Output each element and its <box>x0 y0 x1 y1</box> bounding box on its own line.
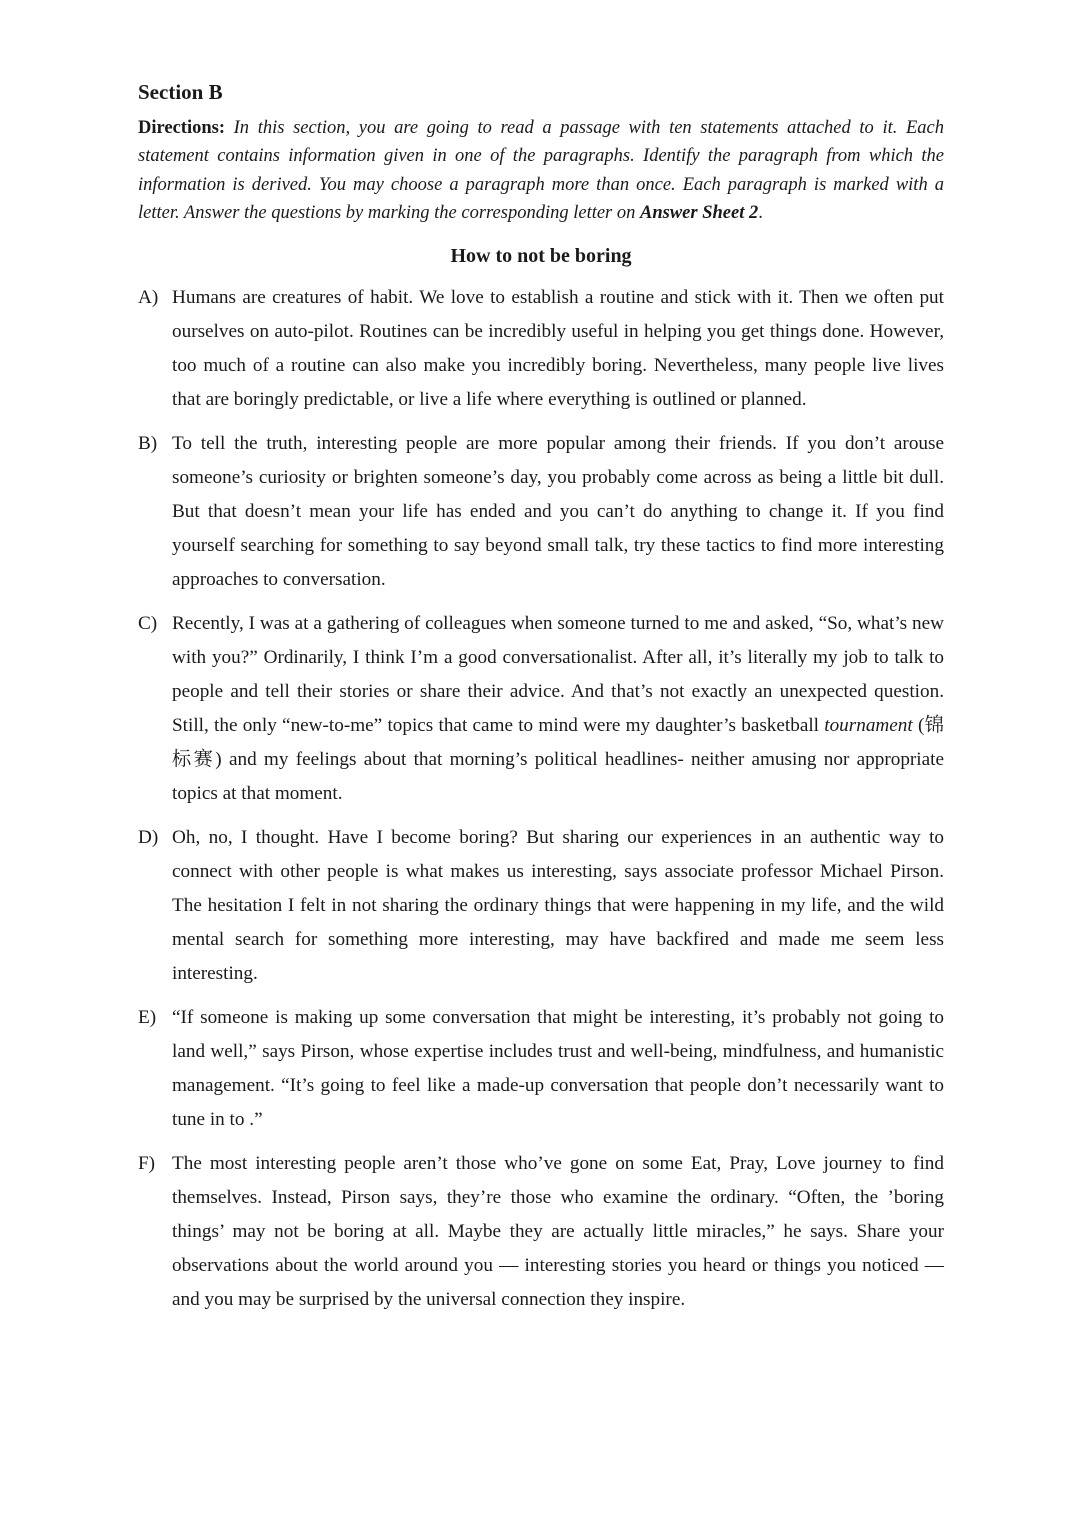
paragraph-text-continued: (锦标赛) and my feelings about that morning’s political headlines- neither amusing nor appropriate topics at that moment. <box>172 715 944 805</box>
passage-title: How to not be boring <box>450 245 632 268</box>
directions <box>138 114 944 227</box>
paragraph-letter: F) <box>138 1153 156 1175</box>
paragraph-text: Oh, no, I thought. Have I become boring? But sharing our experiences in an authentic way to connect with other people is what makes us interesting, says associate professor Michael Pirson. The hesitation I felt in not sharing the ordinary things that were happening in my life, and the wild mental search for something more interesting, may have backfired and made me seem less interesting. <box>172 827 944 985</box>
paragraph-letter: D) <box>138 827 159 849</box>
paragraph-text: The most interesting people aren’t those who’ve gone on some Eat, Pray, Love journey to find themselves. Instead, Pirson says, they’re those who examine the ordinary. “Often, the ’boring things’ may not be boring at all. Maybe they are actually little miracles,” he says. Share your observations about the world around you — interesting stories you heard or things you noticed — and you may be surprised by the universal connection they inspire. <box>172 1153 944 1311</box>
section-title: Section B <box>138 80 223 104</box>
paragraph-a <box>138 281 944 417</box>
paragraph-letter: B) <box>138 433 158 455</box>
paragraph-letter: E) <box>138 1007 157 1029</box>
paragraph-text: “If someone is making up some conversation that might be interesting, it’s probably not going to land well,” says Pirson, whose expertise includes trust and well-being, mindfulness, and humanistic management. “It’s going to feel like a made-up conversation that people don’t necessarily want to tune in to .” <box>172 1007 944 1131</box>
paragraph-d <box>138 821 944 991</box>
answer-sheet-reference: Answer Sheet 2 <box>640 202 759 223</box>
paragraph-text: To tell the truth, interesting people are more popular among their friends. If you don’t arouse someone’s curiosity or brighten someone’s day, you probably come across as being a little bit dull. But that doesn’t mean your life has ended and you can’t do anything to change it. If you find yourself searching for something to say beyond small talk, try these tactics to find more interesting approaches to conversation. <box>172 433 944 591</box>
paragraph-e <box>138 1001 944 1137</box>
paragraph-b <box>138 427 944 597</box>
paragraph-f <box>138 1147 944 1317</box>
paragraph-text: Recently, I was at a gathering of colleagues when someone turned to me and asked, “So, what’s new with you?” Ordinarily, I think I’m a good conversationalist. After all, it’s literally my job to talk to people and tell their stories or share their advice. And that’s not exactly an unexpected question. Still, the only “new-to-me” topics that came to mind were my daughter’s basketball <box>172 613 944 737</box>
paragraph-c <box>138 607 944 811</box>
paragraph-letter: A) <box>138 287 159 309</box>
paragraph-text: Humans are creatures of habit. We love to establish a routine and stick with it. Then we often put ourselves on auto-pilot. Routines can be incredibly useful in helping you get things done. However, too much of a routine can also make you incredibly boring. Nevertheless, many people live lives that are boringly predictable, or live a life where everything is outlined or planned. <box>172 287 944 411</box>
paragraph-letter: C) <box>138 613 158 635</box>
directions-label: Directions: <box>138 118 225 138</box>
directions-end: . <box>758 202 763 223</box>
paragraph-emphasis: tournament <box>824 715 913 737</box>
directions-text: In this section, you are going to read a passage with ten statements attached to it. Each statement contains information given in one of the paragraphs. Identify the paragraph from which the information is derived. You may choose a paragraph more than once. Each paragraph is marked with a letter. Answer the questions by marking the corresponding letter on <box>138 118 944 223</box>
document-page <box>138 76 944 1327</box>
